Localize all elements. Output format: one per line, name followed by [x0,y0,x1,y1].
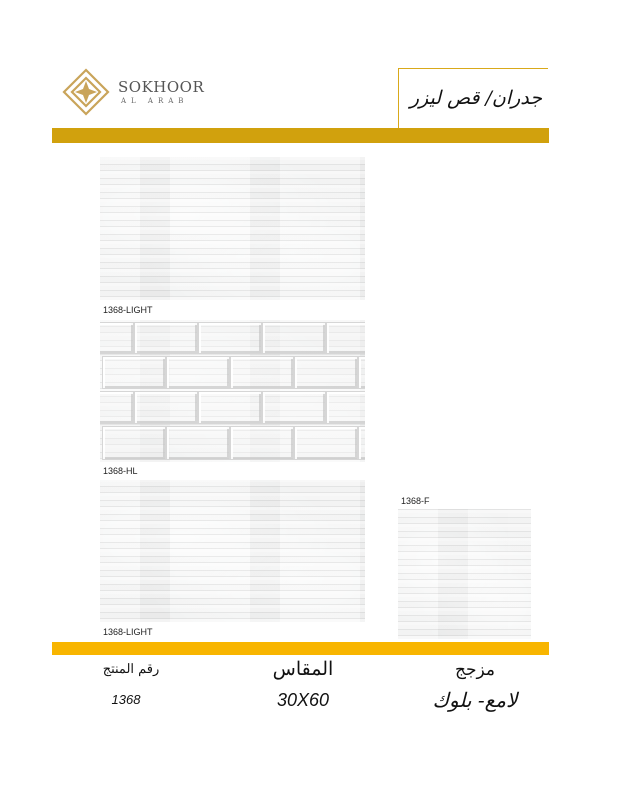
brand-name: SOKHOOR [118,78,205,96]
size-value: 30X60 [276,690,330,710]
top-accent-bar [52,128,549,143]
tile-image-hl-brick [100,320,365,462]
tile-image-light-top [100,157,365,300]
tile-image-light-bottom [100,480,365,622]
tile-caption: 1368-LIGHT [103,305,153,315]
page-title: جدران/ قص ليزر [409,87,542,109]
bottom-accent-bar [52,642,549,655]
size-label: المقاس [272,658,334,680]
tile-image-floor [398,509,531,639]
finish-value: لامع- بلوك [432,688,518,712]
tile-caption: 1368-LIGHT [103,627,153,637]
tile-caption: 1368-HL [103,466,138,476]
brand-subtitle: AL ARAB [121,97,189,105]
tile-caption: 1368-F [401,496,430,506]
finish-label: مزجج [455,660,495,680]
title-box [398,68,548,128]
diamond-logo-icon [62,68,110,116]
product-number-value: 1368 [111,692,141,707]
product-number-label: رقم المنتج [102,662,160,677]
